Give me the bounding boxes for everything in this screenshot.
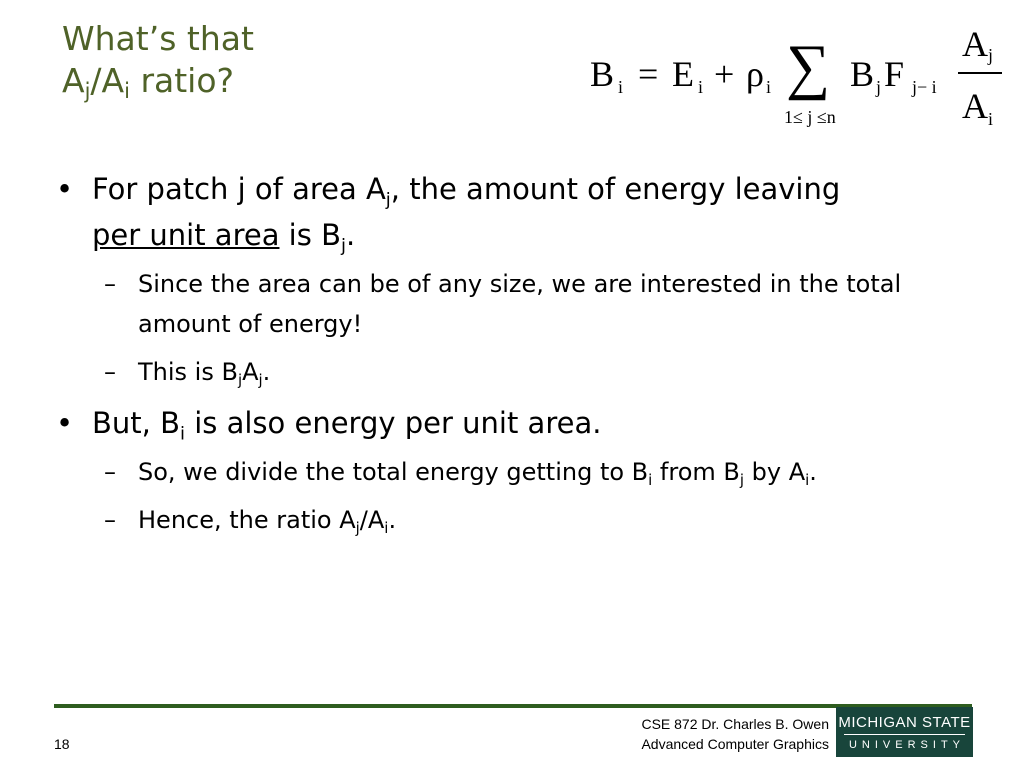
formula-sub-i-3: i	[766, 77, 772, 97]
title-sub-i: i	[124, 79, 130, 103]
formula-f: F	[884, 54, 905, 94]
formula-sub-i-2: i	[698, 77, 704, 97]
logo-line-2: UNIVERSITY	[848, 739, 965, 751]
sub-bullet-3-text-c: by A	[744, 458, 806, 486]
slide-title	[62, 18, 254, 102]
formula-denominator-sub-i: i	[988, 109, 994, 129]
footer-divider	[54, 704, 972, 708]
course-line-1: CSE 872 Dr. Charles B. Owen	[641, 716, 829, 732]
title-rest: ratio?	[129, 61, 235, 100]
sub-bullet-dash: –	[104, 458, 116, 486]
sub-bullet-2-sub-b: j	[258, 371, 263, 390]
bullet-1-sub-j-2: j	[340, 235, 346, 257]
title-a: A	[62, 61, 85, 100]
sub-bullet-3-sub-a: i	[648, 471, 653, 490]
formula-limits: 1≤ j ≤n	[784, 107, 836, 127]
title-slash: /A	[90, 61, 125, 100]
formula-sigma: ∑	[786, 33, 831, 101]
sub-bullet-2-sub-a: j	[237, 371, 243, 390]
bullet-1-text-b: , the amount of energy leaving	[390, 172, 841, 206]
sub-bullet-1-text: Since the area can be of any size, we are interested in the total amount of energy!	[138, 270, 902, 338]
bullet-1-text-d: .	[345, 218, 356, 252]
sub-bullet-3-text-a: So, we divide the total energy getting to B	[138, 458, 649, 486]
course-line-2: Advanced Computer Graphics	[641, 736, 829, 752]
msu-logo	[836, 707, 973, 757]
bullet-1-text-a: For patch j of area A	[92, 172, 386, 206]
title-line-1: What’s that	[62, 19, 254, 58]
formula-sub-ji: j− i	[912, 77, 937, 97]
formula-fraction-bar	[958, 72, 1002, 74]
title-sub-j: j	[84, 79, 91, 103]
sub-bullet-4-text-b: /A	[359, 506, 385, 534]
bullet-1	[54, 166, 984, 258]
sub-bullet-4-sub-a: j	[355, 519, 360, 538]
bullet-2-text-b: is also energy per unit area.	[184, 406, 602, 440]
formula-plus: +	[714, 54, 735, 94]
formula-e: E	[672, 54, 694, 94]
formula-bj: B	[850, 54, 875, 94]
bullet-2-sub-i: i	[179, 423, 185, 445]
sub-bullet-4-text-c: .	[388, 506, 397, 534]
formula-b: B	[590, 54, 615, 94]
title-line-2	[62, 60, 254, 102]
formula-sub-i: i	[618, 77, 624, 97]
sub-bullet-3	[54, 452, 984, 492]
sub-bullet-2-text-b: A	[242, 358, 259, 386]
sub-bullet-4-text-a: Hence, the ratio A	[138, 506, 356, 534]
radiosity-formula	[590, 22, 1010, 132]
logo-line-1: MICHIGAN STATE	[838, 714, 971, 731]
bullet-dot: •	[56, 406, 74, 440]
sub-bullet-3-sub-c: i	[805, 471, 810, 490]
sub-bullet-3-sub-b: j	[739, 471, 744, 490]
sub-bullet-3-text-b: from B	[652, 458, 740, 486]
sub-bullet-2-text-c: .	[262, 358, 271, 386]
sub-bullet-3-text-d: .	[809, 458, 817, 486]
logo-separator	[844, 734, 965, 735]
bullet-1-underlined: per unit area	[92, 218, 280, 252]
formula-numerator-sub-j: j	[988, 45, 994, 65]
formula-rho: ρ	[746, 54, 764, 94]
page-number: 18	[54, 736, 70, 752]
sub-bullet-dash: –	[104, 506, 116, 534]
bullet-2	[54, 400, 984, 446]
sub-bullet-2-text-a: This is B	[138, 358, 238, 386]
formula-sub-j: j	[876, 77, 882, 97]
sub-bullet-dash: –	[104, 270, 116, 298]
slide-body	[54, 166, 984, 548]
formula-numerator-a: A	[962, 24, 988, 64]
bullet-2-text-a: But, B	[92, 406, 180, 440]
formula-denominator-a: A	[962, 86, 988, 126]
sub-bullet-1	[54, 264, 984, 344]
bullet-dot: •	[56, 172, 74, 206]
sub-bullet-dash: –	[104, 358, 116, 386]
sub-bullet-4-sub-b: i	[384, 519, 389, 538]
sub-bullet-2	[54, 352, 984, 392]
formula-eq: =	[638, 54, 659, 94]
course-info	[641, 714, 829, 754]
sub-bullet-4	[54, 500, 984, 540]
bullet-1-text-c: is B	[279, 218, 341, 252]
bullet-1-sub-j: j	[385, 189, 391, 211]
